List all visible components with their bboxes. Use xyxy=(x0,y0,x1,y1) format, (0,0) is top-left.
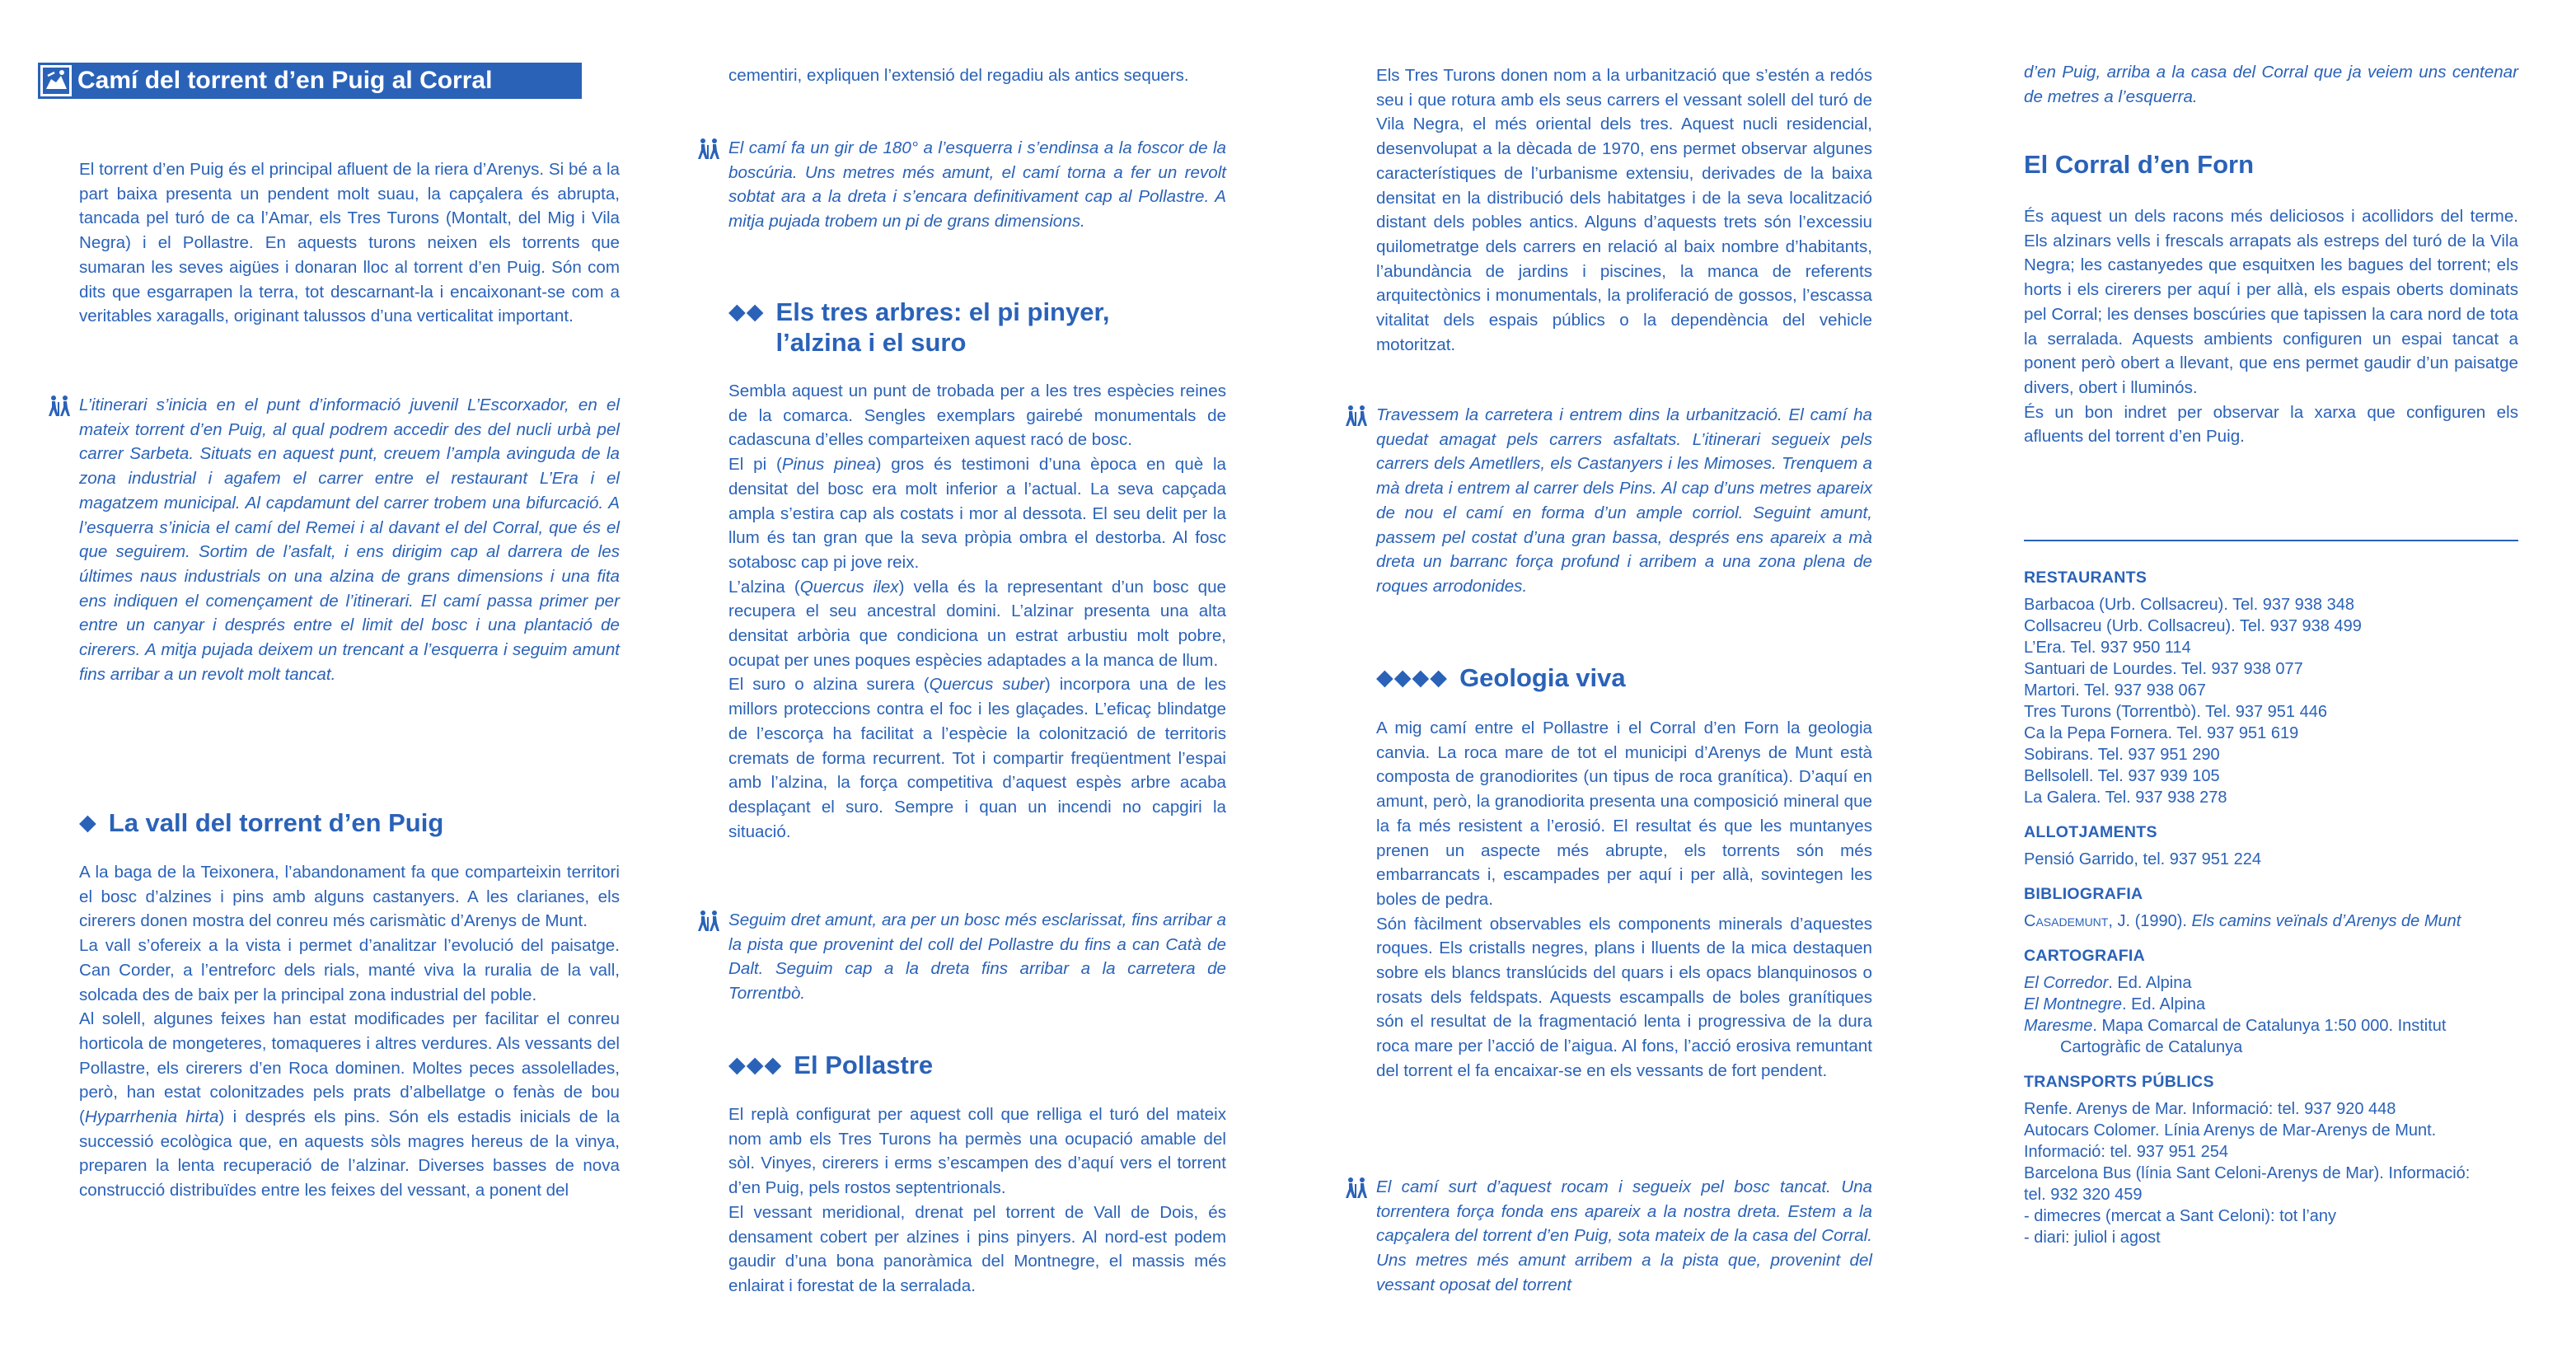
restaurants-list xyxy=(2024,594,2518,808)
list-item: - diari: juliol i agost xyxy=(2024,1229,2161,1247)
section-3-body xyxy=(728,1102,1226,1299)
list-item: Bellsolell. Tel. 937 939 105 xyxy=(2024,767,2220,785)
transports-heading: TRANSPORTS PÚBLICS xyxy=(2024,1073,2214,1091)
route-text-3: Seguim dret amunt, ara per un bosc més esclarissat, fins arribar a la pista que provenint del coll del Pollastre du fins a can Catà de Dalt. Seguim cap a la dreta fins arribar a la carretera de Torrentbò. xyxy=(728,910,1226,1004)
cartografia-heading: CARTOGRAFIA xyxy=(2024,947,2146,965)
section-5-title: El Corral d’en Forn xyxy=(2024,150,2255,179)
section-2-paragraph-2: El pi (Pinus pinea) gros és testimoni d’una època en què la densitat del bosc era molt inferior a l’actual. La seva capçada ampla s’estira cap als costats i mor al dessota. El seu delit per la llum és tan gran que la seva pròpia ombra el destorba. Al fosc sotabosc cap pi jove reix. xyxy=(728,455,1227,572)
section-2-paragraph-3: L’alzina (Quercus ilex) vella és la representant d’un bosc que recupera el seu ancestral domini. L’alzinar presenta una alta densitat arbòria que condiciona un estrat arbustiu molt pobre, ocupat per unes poques espècies adaptades a la manca de llum. xyxy=(728,577,1226,670)
bibliografia-heading: BIBLIOGRAFIA xyxy=(2024,885,2143,903)
list-item: Tres Turons (Torrentbò). Tel. 937 951 446 xyxy=(2024,703,2327,721)
hikers-icon xyxy=(1343,405,1371,428)
section-1 xyxy=(79,807,620,838)
section-1-paragraph-2: La vall s’ofereix a la vista i permet d’analitzar l’evolució del paisatge. Can Corder, a l’entreforc dels rials, manté viva la ruralia de la vall, solcada des de baix per la principal zona industrial del poble. xyxy=(79,936,620,1004)
list-item: Ca la Pepa Fornera. Tel. 937 951 619 xyxy=(2024,724,2299,742)
list-item: Cartogràfic de Catalunya xyxy=(2060,1038,2243,1056)
section-1-paragraph-1: A la baga de la Teixonera, l’abandonament fa que comparteixin territori el bosc d’alzines i pins amb alguns castanyers. A les clarianes, els cirerers donen mostra del conreu més carismàtic d’Arenys de Munt. xyxy=(79,863,620,931)
divider xyxy=(2024,540,2518,541)
hikers-icon xyxy=(46,395,74,418)
section-4 xyxy=(1376,662,1872,693)
section-5-body xyxy=(2024,204,2518,449)
practical-info xyxy=(2024,569,2518,1248)
list-item: L’Era. Tel. 937 950 114 xyxy=(2024,639,2191,657)
hikers-icon xyxy=(696,910,724,933)
intro-paragraph: El torrent d’en Puig és el principal afluent de la riera d’Arenys. Si bé a la part baixa presenta un pendent molt suau, la capçalera és abrupta, tancada pel turó de ca l’Amar, els Tres Turons (Montalt, del Mig i Vila Negra) i el Pollastre. En aquests turons neixen els torrents que sumaran les seves aigües i donaran lloc al torrent d’en Puig. Són com dits que esgarrapen la terra, tot descarnant-la i encaixonant-se com a veritables xaragalls, originant talussos d’una verticalitat important. xyxy=(79,160,620,326)
page-title: Camí del torrent d’en Puig al Corral xyxy=(77,67,493,94)
diamond-icon: ◆ xyxy=(79,810,97,835)
section-4-paragraph-1: A mig camí entre el Pollastre i el Corral d’en Forn la geologia canvia. La roca mare de tot el municipi d’Arenys de Munt està composta de granodiorites (un tipus de roca granítica). D’aquí en amunt, però, la granodiorita presenta una composició mineral que la fa més resistent a l’erosió. El resultat és que les muntanyes prenen un aspecte més abrupte, els torrents són més embarrancats i, escampades per aquí i per allà, sovintegen les boles de pedra. xyxy=(1376,718,1872,909)
route-text-5: El camí surt d’aquest rocam i segueix pel bosc tancat. Una torrentera força fonda ens apareix a la nostra dreta. Estem a la capçalera del torrent d’en Puig, sota mateix de la casa del Corral. Uns metres més amunt arribem a la pista que, provenint del vessant oposat del torrent xyxy=(1376,1177,1872,1294)
section-2-paragraph-4: El suro o alzina surera (Quercus suber) incorpora una de les millors proteccions contra el foc i les glaçades. L’eficaç blindatge de l’escorça ha facilitat a l’espècie la colonització de territoris cremats de forma recurrent. Tot i compartir freqüentment l’espai amb l’alzina, la força competitiva d’aquest espès arbre acaba desplaçant el suro. Sempre i quan un incendi no capgiri la situació. xyxy=(728,675,1226,841)
section-3-title: ◆◆◆ El Pollastre xyxy=(728,1051,934,1079)
section-4-title: ◆◆◆◆ Geologia viva xyxy=(1376,663,1626,692)
route-note-1 xyxy=(79,393,620,686)
route-text-4: Travessem la carretera i entrem dins la urbanització. El camí ha quedat amagat pels carrers asfaltats. L’itinerari segueix pels carrers dels Ametllers, els Castanyers i les Mimoses. Trenquem a mà dreta i entrem al carrer dels Pins. Al cap d’uns metres apareix de nou el camí en forma d’un ample corriol. Seguint amunt, passem pel costat d’una gran bassa, després ens apareix a mà dreta un barranc força profund i arribem a una zona plena de roques arrodonides. xyxy=(1376,405,1872,596)
list-item: El Corredor. Ed. Alpina xyxy=(2024,974,2192,992)
hikers-icon xyxy=(696,138,724,161)
list-item: Martori. Tel. 937 938 067 xyxy=(2024,681,2206,700)
route-note-4 xyxy=(1376,403,1872,599)
list-item: Autocars Colomer. Línia Arenys de Mar-Arenys de Munt. xyxy=(2024,1121,2437,1140)
section-3 xyxy=(728,1050,1226,1080)
diamond-icon: ◆◆◆ xyxy=(728,1052,783,1077)
section-1-paragraph-3: Al solell, algunes feixes han estat modificades per facilitar el conreu horticola de mongeteres, tomaqueres i altres verdures. Als vessants del Pollastre, els cirerers d’en Roca dominen. Moltes peces assolellades, però, han estat colonitzades pels prats d’albellatge o fenàs de bou (Hyparrhenia hirta) i després els pins. Són els estadis inicials de la successió ecològica que, en aquests sòls magres hereus de la vinya, preparen la lenta recuperació de l’alzinar. Diverses basses de nova construcció distribuïdes entre les feixes del vessant, a ponent del xyxy=(79,1009,620,1201)
section-4-body xyxy=(1376,716,1872,1084)
diamond-icon: ◆◆ xyxy=(728,299,765,324)
section-4-paragraph-2: Són fàcilment observables els components minerals d’aquestes roques. Els cristalls negres, plans i lluents de la mica destaquen sobre els blancs translúcids del quars i els opacs blanquinosos o rosats dels feldspats. Aquests escampalls de boles granítiques són el resultat de la fragmentació lenta i progressiva de la dura roca mare per l’acció de l’aigua. Al fons, l’acció erosiva remuntant del torrent el fa encaixar-se en els vessants de fort pendent. xyxy=(1376,914,1872,1080)
route-note-5 xyxy=(1376,1175,1872,1298)
column-1 xyxy=(41,0,620,1348)
route-text-2: El camí fa un gir de 180° a l’esquerra i s’endinsa a la foscor de la boscúria. Uns metres més amunt, el camí torna a fer un revolt sobtat ara a la dreta i s’encara definitivament cap al Pollastre. A mitja pujada trobem un pi de grans dimensions. xyxy=(728,138,1226,232)
section-5-paragraph-1: És aquest un dels racons més deliciosos i acollidors del terme. Els alzinars vells i frescals arrapats als estreps del turó de la Vila Negra; les castanyedes que esquitxen les bagues del torrent; els horts i els cirerers per aquí i per allà, els espais oberts dominats pel Corral; les denses boscúries que tapissen la cara nord de tota la serralada. Aquests ambients configuren un espai tancat a ponent però obert a llevant, que ens permet gaudir d’un paisatge divers, obert i lluminós. xyxy=(2024,207,2518,397)
list-item: Collsacreu (Urb. Collsacreu). Tel. 937 938 499 xyxy=(2024,617,2362,635)
list-item: Renfe. Arenys de Mar. Informació: tel. 937 920 448 xyxy=(2024,1100,2396,1118)
hikers-icon xyxy=(1343,1177,1371,1200)
section-2-body xyxy=(728,379,1226,844)
section-1-body xyxy=(79,860,620,1203)
section-2-paragraph-1: Sembla aquest un punt de trobada per a les tres espècies reines de la comarca. Sengles exemplars gairebé monumentals de cadascuna d’elles comparteixen aquest racó de bosc. xyxy=(728,381,1226,450)
route-text-1: L’itinerari s’inicia en el punt d’informació juvenil L’Escorxador, en el mateix torrent d’en Puig, al qual podrem accedir des del nucli urbà pel carrer Sarbeta. Situats en aquest punt, creuem l’ampla avinguda de la zona industrial i agafem el carrer entre el restaurant L’Era i el magatzem municipal. Al capdamunt del carrer trobem una bifurcació. A l’esquerra s’inicia el camí del Remei i al davant el del Corral, que és el que seguirem. Sortim de l’asfalt, i ens dirigim cap al darrera de les últimes naus industrials on una alzina de grans dimensions i una fita ens indiquen el començament de l’itinerari. El camí passa primer per entre un canyar i després entre el limit del bosc i una plantació de cirerers. A mitja pujada deixem un trencant a l’esquerra i seguim amunt fins arribar a un revolt molt tancat. xyxy=(79,396,620,684)
section-1-title: ◆ La vall del torrent d’en Puig xyxy=(79,808,444,837)
restaurants-heading: RESTAURANTS xyxy=(2024,569,2147,587)
list-item: - dimecres (mercat a Sant Celoni): tot l’any xyxy=(2024,1207,2337,1225)
route-note-2 xyxy=(728,136,1226,234)
list-item: Barbacoa (Urb. Collsacreu). Tel. 937 938 348 xyxy=(2024,596,2354,614)
column-4 xyxy=(2024,0,2518,1348)
column-4-continuation: d’en Puig, arriba a la casa del Corral que ja veiem uns centenar de metres a l’esquerra. xyxy=(2024,63,2518,106)
column-3-paragraph-1: Els Tres Turons donen nom a la urbanització que s’estén a redós seu i que rotura amb els seus carrers el vessant solell del turó de Vila Negra, el més oriental dels tres. Aquest nucli residencial, desenvolupat a la dècada de 1970, ens permet observar algunes característiques de l’urbanisme extensiu, derivades de la baixa densitat en la distribució dels habitatges i de la seva localització distant dels pobles antics. Alguns d’aquests trets són l’excessiu quilometratge dels carrers en relació al baix nombre d’habitants, l’abundància de jardins i piscines, la manca de referents arquitectònics i monumentals, la proliferació de gossos, l’escassa vitalitat dels espais públics o la dependència del vehicle motoritzat. xyxy=(1376,66,1872,354)
column-3 xyxy=(1376,0,1872,1348)
column-2 xyxy=(728,0,1226,1348)
allotjaments-heading: ALLOTJAMENTS xyxy=(2024,823,2157,841)
section-3-paragraph-2: El vessant meridional, drenat pel torrent de Vall de Dois, és densament cobert per alzines i pins pinyers. Al nord-est podem gaudir d’una bona panoràmica del Montnegre, el massis més enlairat i forestat de la serralada. xyxy=(728,1202,1226,1295)
allotjaments-item: Pensió Garrido, tel. 937 951 224 xyxy=(2024,850,2261,868)
section-3-paragraph-1: El replà configurat per aquest coll que relliga el turó del mateix nom amb els Tres Turons ha permès una ocupació amable del sòl. Vinyes, cirerers i erms s’escampen des d’aquí vers el torrent d’en Puig, pels rostos septentrionals. xyxy=(728,1105,1226,1198)
bibliografia-item: Casademunt, J. (1990). Els camins veïnals d’Arenys de Munt xyxy=(2024,912,2461,930)
list-item: tel. 932 320 459 xyxy=(2024,1186,2143,1204)
column-2-continuation: cementiri, expliquen l’extensió del regadiu als antics sequers. xyxy=(728,66,1189,85)
section-2 xyxy=(728,297,1226,358)
list-item: Maresme. Mapa Comarcal de Catalunya 1:50 000. Institut xyxy=(2024,1017,2447,1035)
list-item: El Montnegre. Ed. Alpina xyxy=(2024,995,2206,1013)
transports-list xyxy=(2024,1098,2518,1248)
cartografia-list xyxy=(2024,972,2518,1058)
diamond-icon: ◆◆◆◆ xyxy=(1376,665,1449,690)
section-2-title: ◆◆ Els tres arbres: el pi pinyer, l’alzina i el suro xyxy=(728,297,1110,357)
section-5-paragraph-2: És un bon indret per observar la xarxa que configuren els afluents del torrent d’en Puig. xyxy=(2024,402,2518,447)
list-item: La Galera. Tel. 937 938 278 xyxy=(2024,789,2227,807)
list-item: Santuari de Lourdes. Tel. 937 938 077 xyxy=(2024,660,2303,678)
list-item: Informació: tel. 937 951 254 xyxy=(2024,1143,2228,1161)
route-note-3 xyxy=(728,908,1226,1006)
list-item: Barcelona Bus (línia Sant Celoni-Arenys de Mar). Informació: xyxy=(2024,1164,2471,1182)
list-item: Sobirans. Tel. 937 951 290 xyxy=(2024,746,2220,764)
